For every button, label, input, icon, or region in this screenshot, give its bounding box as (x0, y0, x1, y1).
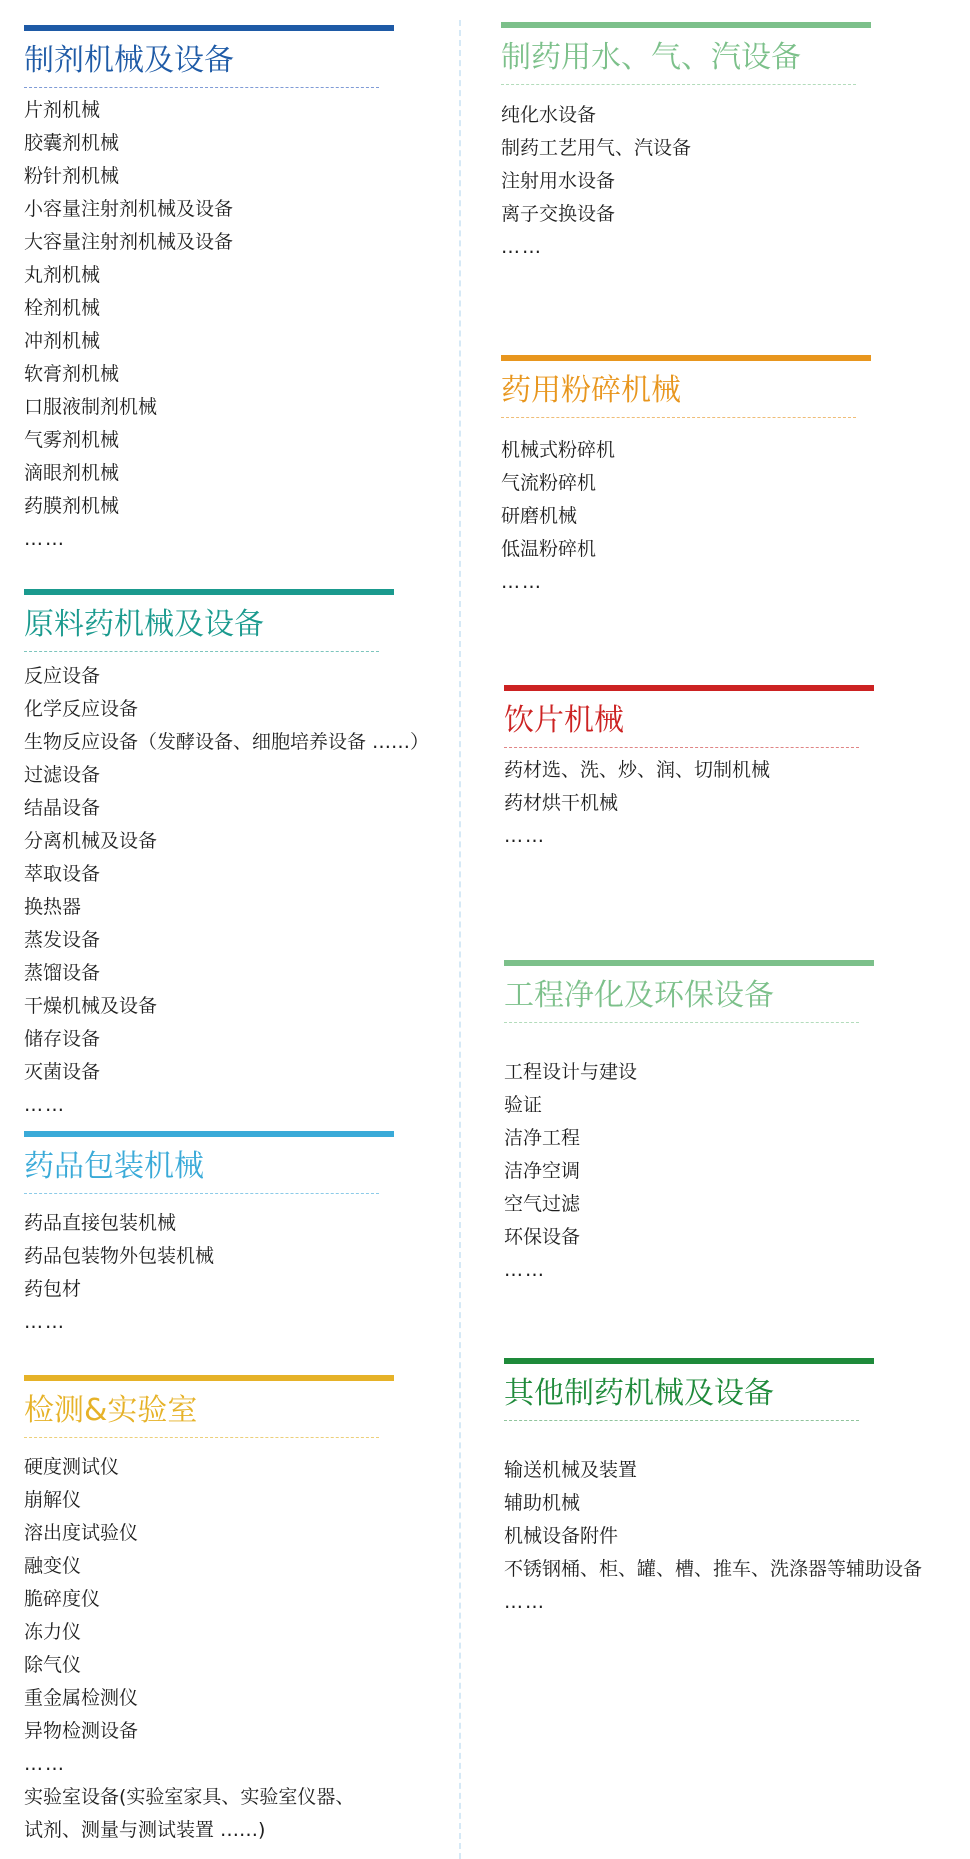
item-list (24, 94, 394, 556)
list-item: 重金属检测仪 (24, 1687, 139, 1709)
section-accent-bar (501, 22, 871, 28)
section-dashed-rule (24, 1437, 379, 1438)
list-item: 口服液制剂机械 (24, 396, 158, 418)
list-item: 药材烘干机械 (504, 792, 619, 814)
list-item: …… (501, 571, 543, 593)
list-item: 纯化水设备 (501, 104, 597, 126)
section-dashed-rule (24, 1193, 379, 1194)
list-item: 药品包装物外包装机械 (24, 1245, 215, 1267)
section-accent-bar (501, 355, 871, 361)
list-item: 洁净工程 (504, 1127, 581, 1149)
section-formulation-machinery (24, 25, 394, 556)
list-item: 药品直接包装机械 (24, 1212, 177, 1234)
section-title: 制药用水、气、汽设备 (501, 40, 801, 75)
section-accent-bar (24, 25, 394, 31)
list-item: 机械式粉碎机 (501, 439, 616, 461)
list-item: …… (504, 825, 546, 847)
list-item: 干燥机械及设备 (24, 995, 158, 1017)
list-item: 辅助机械 (504, 1492, 581, 1514)
section-packaging-machinery (24, 1131, 394, 1339)
list-item: 离子交换设备 (501, 203, 616, 225)
item-list (501, 99, 871, 264)
list-item: 药膜剂机械 (24, 495, 120, 517)
section-dashed-rule (501, 417, 856, 418)
section-dashed-rule (504, 1420, 859, 1421)
section-title: 原料药机械及设备 (24, 607, 264, 642)
list-item: 药材选、洗、炒、润、切制机械 (504, 759, 771, 781)
list-item: 注射用水设备 (501, 170, 616, 192)
list-item: …… (501, 236, 543, 258)
list-item: …… (504, 1259, 546, 1281)
list-item: 软膏剂机械 (24, 363, 120, 385)
list-item: 滴眼剂机械 (24, 462, 120, 484)
list-item: 反应设备 (24, 665, 101, 687)
section-dashed-rule (24, 651, 379, 652)
list-item: 蒸发设备 (24, 929, 101, 951)
list-item: 机械设备附件 (504, 1525, 619, 1547)
list-item: 胶囊剂机械 (24, 132, 120, 154)
list-item: …… (504, 1591, 546, 1613)
list-item: 结晶设备 (24, 797, 101, 819)
section-other-machinery (504, 1358, 922, 1619)
list-item: 实验室设备(实验室家具、实验室仪器、 (24, 1786, 355, 1808)
list-item: 大容量注射剂机械及设备 (24, 231, 234, 253)
list-item: 脆碎度仪 (24, 1588, 101, 1610)
list-item: 栓剂机械 (24, 297, 101, 319)
list-item: 硬度测试仪 (24, 1456, 120, 1478)
section-accent-bar (24, 1131, 394, 1137)
section-title: 检测&实验室 (24, 1393, 198, 1428)
section-crushing-machinery (501, 355, 871, 599)
section-water-gas-steam-equipment (501, 22, 871, 264)
item-list (24, 660, 429, 1122)
section-dashed-rule (24, 87, 379, 88)
item-list (504, 1056, 874, 1287)
section-dashed-rule (501, 84, 856, 85)
list-item: 蒸馏设备 (24, 962, 101, 984)
list-item: 洁净空调 (504, 1160, 581, 1182)
section-dashed-rule (504, 747, 859, 748)
list-item: 灭菌设备 (24, 1061, 101, 1083)
list-item: …… (24, 1094, 66, 1116)
list-item: 粉针剂机械 (24, 165, 120, 187)
list-item: 萃取设备 (24, 863, 101, 885)
list-item: 过滤设备 (24, 764, 101, 786)
section-title: 饮片机械 (504, 703, 624, 738)
list-item: …… (24, 528, 66, 550)
list-item: …… (24, 1753, 66, 1775)
section-accent-bar (504, 685, 874, 691)
list-item: 冲剂机械 (24, 330, 101, 352)
section-accent-bar (24, 1375, 394, 1381)
list-item: 小容量注射剂机械及设备 (24, 198, 234, 220)
section-decoction-pieces-machinery (504, 685, 874, 853)
list-item: 换热器 (24, 896, 82, 918)
list-item: 空气过滤 (504, 1193, 581, 1215)
list-item: 输送机械及装置 (504, 1459, 638, 1481)
section-accent-bar (504, 960, 874, 966)
section-accent-bar (504, 1358, 874, 1364)
column-divider (459, 20, 461, 1859)
list-item: 崩解仪 (24, 1489, 82, 1511)
list-item: 异物检测设备 (24, 1720, 139, 1742)
section-dashed-rule (504, 1022, 859, 1023)
list-item: 溶出度试验仪 (24, 1522, 139, 1544)
list-item: 低温粉碎机 (501, 538, 597, 560)
section-title: 药品包装机械 (24, 1149, 204, 1184)
list-item: 丸剂机械 (24, 264, 101, 286)
item-list (504, 754, 874, 853)
list-item: 试剂、测量与测试装置 ……) (24, 1819, 266, 1841)
list-item: 不锈钢桶、柜、罐、槽、推车、洗涤器等辅助设备 (504, 1558, 923, 1580)
section-accent-bar (24, 589, 394, 595)
item-list (504, 1454, 922, 1619)
list-item: 气流粉碎机 (501, 472, 597, 494)
list-item: 研磨机械 (501, 505, 578, 527)
list-item: 片剂机械 (24, 99, 101, 121)
section-title: 其他制药机械及设备 (504, 1376, 774, 1411)
list-item: 生物反应设备（发酵设备、细胞培养设备 ……） (24, 731, 430, 753)
section-testing-laboratory (24, 1375, 394, 1847)
list-item: 化学反应设备 (24, 698, 139, 720)
list-item: 分离机械及设备 (24, 830, 158, 852)
list-item: 制药工艺用气、汽设备 (501, 137, 692, 159)
list-item: 融变仪 (24, 1555, 82, 1577)
list-item: 验证 (504, 1094, 543, 1116)
list-item: …… (24, 1311, 66, 1333)
list-item: 除气仪 (24, 1654, 82, 1676)
list-item: 环保设备 (504, 1226, 581, 1248)
list-item: 气雾剂机械 (24, 429, 120, 451)
item-list (501, 434, 871, 599)
list-item: 工程设计与建设 (504, 1061, 638, 1083)
item-list (24, 1451, 394, 1847)
list-item: 药包材 (24, 1278, 82, 1300)
list-item: 冻力仪 (24, 1621, 82, 1643)
section-title: 工程净化及环保设备 (504, 978, 774, 1013)
list-item: 储存设备 (24, 1028, 101, 1050)
section-cleanroom-environmental (504, 960, 874, 1287)
section-title: 药用粉碎机械 (501, 373, 681, 408)
section-title: 制剂机械及设备 (24, 43, 234, 78)
item-list (24, 1207, 394, 1339)
section-api-machinery (24, 589, 429, 1122)
